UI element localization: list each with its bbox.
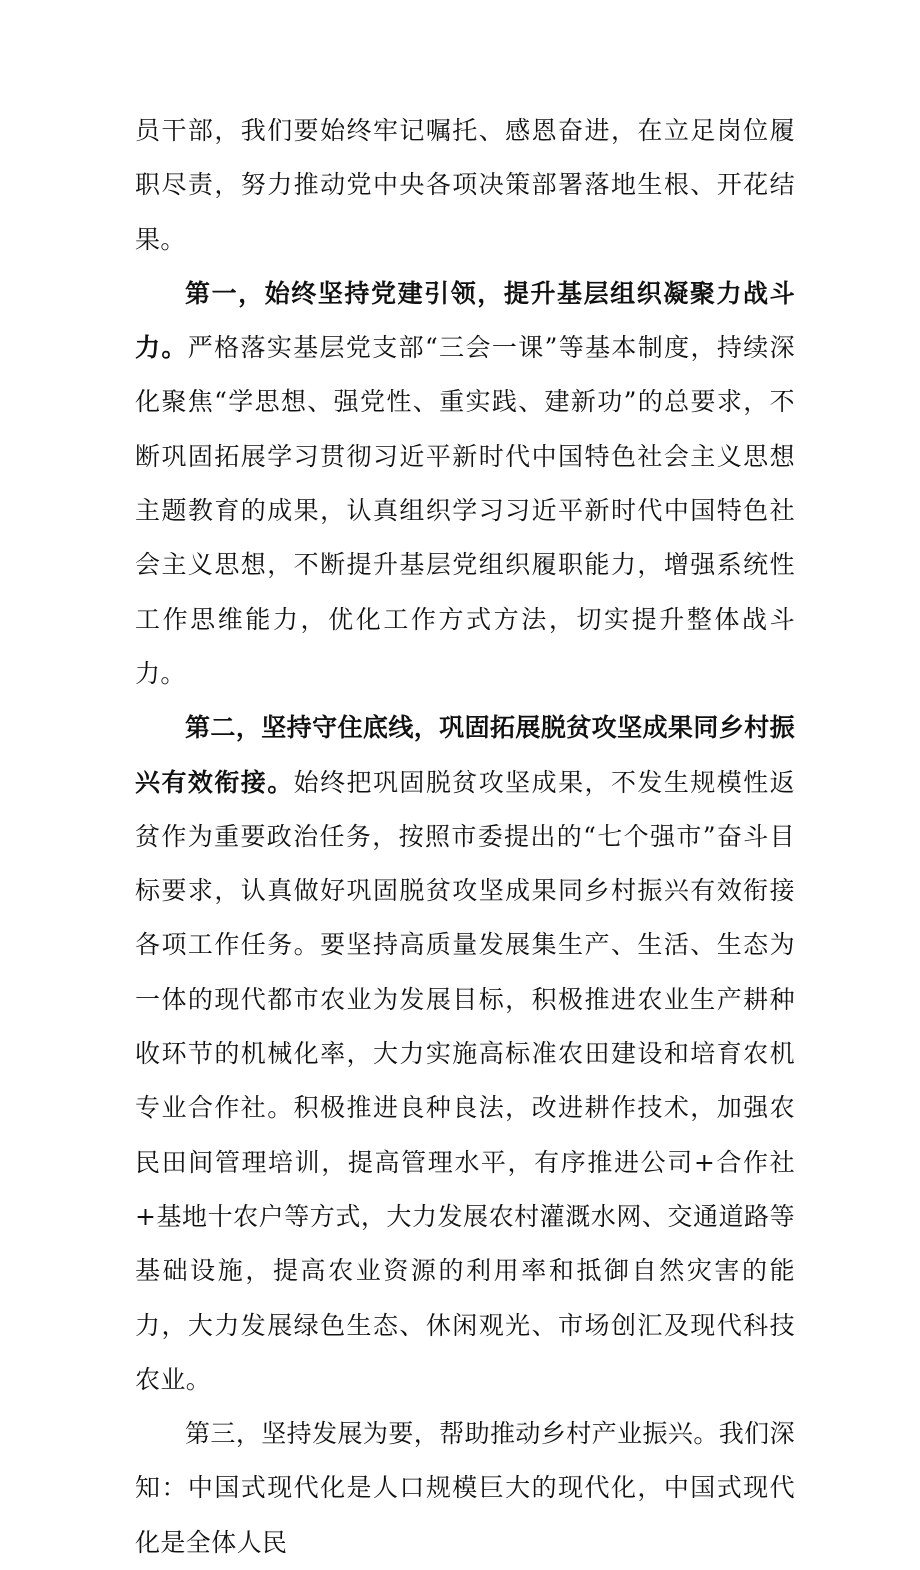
- paragraph-continuation: [135, 104, 795, 267]
- paragraph-third-point: [135, 1407, 795, 1570]
- paragraph-body: 员干部，我们要始终牢记嘱托、感恩奋进，在立足岗位履职尽责，努力推动党中央各项决策部署落地生根、开花结果。: [135, 116, 795, 254]
- paragraph-heading: 第一，始终坚持党建引领，提升基层组织凝聚力战斗力。: [135, 278, 795, 363]
- paragraph-heading: 第二，坚持守住底线，巩固拓展脱贫攻坚成果同乡村振兴有效衔接。: [135, 713, 795, 797]
- paragraph-second-point: [135, 701, 795, 1407]
- paragraph-body: 始终把巩固脱贫攻坚成果，不发生规模性返贫作为重要政治任务，按照市委提出的“七个强市”奋斗目标要求，认真做好巩固脱贫攻坚成果同乡村振兴有效衔接各项工作任务。要坚持高质量发展集生产、生活、生态为一体的现代都市农业为发展目标，积极推进农业生产耕种收环节的机械化率，大力实施高标准农田建设和培育农机专业合作社。积极推进良种良法，改进耕作技术，加强农民田间管理培训，提高管理水平，有序推进公司+合作社+基地十农户等方式，大力发展农村灌溉水网、交通道路等基础设施，提高农业资源的利用率和抵御自然灾害的能力，大力发展绿色生态、休闲观光、市场创汇及现代科技农业。: [135, 767, 795, 1394]
- document-body: [135, 104, 795, 1570]
- paragraph-body: 严格落实基层党支部“三会一课”等基本制度，持续深化聚焦“学思想、强党性、重实践、建新功”的总要求，不断巩固拓展学习贯彻习近平新时代中国特色社会主义思想主题教育的成果，认真组织学习习近平新时代中国特色社会主义思想，不断提升基层党组织履职能力，增强系统性工作思维能力，优化工作方式方法，切实提升整体战斗力。: [135, 333, 795, 688]
- paragraph-first-point: [135, 267, 795, 701]
- paragraph-body: 第三，坚持发展为要，帮助推动乡村产业振兴。我们深知：中国式现代化是人口规模巨大的现代化，中国式现代化是全体人民: [135, 1419, 795, 1557]
